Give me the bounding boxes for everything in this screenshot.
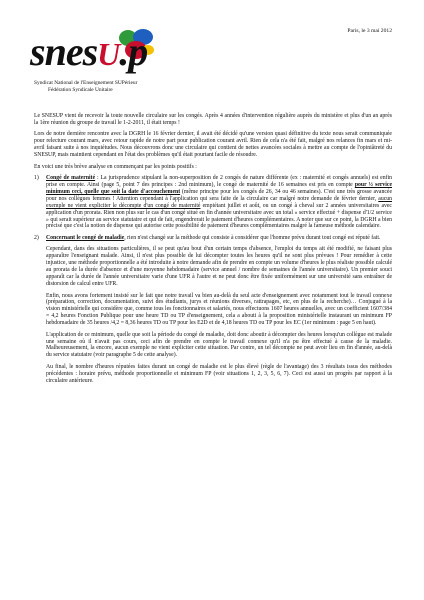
org-name: Syndicat National de l'Enseignement SUPérieur [34, 80, 138, 86]
paragraph-proportional-method: Cependant, dans des situations particulières, il se peut qu'au bout d'un certain temps d'absence, l'emploi du temps ait été modifié, ne faisant plus apparaître l'enseignant malade. Ainsi, il n'est plus possible de lui décompter toutes les heures qu'il ne sont plus prévues ! Pour remédier à cette injustice, une méthode proportionnelle a été introduite à notre demande afin de prendre en compte un volume d'heures le plus réaliste possible calculé au prorata de la durée d'absence et d'une moyenne hebdomadaire (service annuel / nombre de semaines de l'année universitaire). Un premier souci apparaît car la durée de l'année universitaire varie d'une UFR à l'autre et ne peut donc être fixée uniformément sur une université sans entraîner de distorsion de calcul entre UFR. [46, 246, 392, 287]
item-text [46, 235, 392, 242]
item-title: Concernant le congé de maladie [46, 234, 125, 241]
org-federation: Fédération Syndicale Unitaire [48, 87, 113, 93]
paragraph-minimum-fp: Enfin, nous avons fortement insisté sur le fait que notre travail va bien au-delà du seul acte d'enseignement avec notamment tout le travail connexe (préparation, correction, documentation, suivi des étudiants, jurys et réunions diverses, rattrapages, etc, en plus de la recherche)… Conjugué à la vision ministérielle qui considère que, comme tous les fonctionnaires et salariés, nous effectuons 1607 heures annuelles, avec un coefficient 1607/384 = 4,2 heures Fonction Publique pour une heure TD ou TP d'enseignement, cela a abouti à la proposition ministérielle instaurant un minimum FP hebdomadaire de 35 heures /4,2 = 8,36 heures TD ou TP pour les E2D et de 4,18 heures TD ou TP pour les EC (1er minimum : page 5 en haut). [46, 292, 392, 327]
item-emphasis: pour ½ service minimum ceci, quelle que soit la date d'accouchement [46, 182, 392, 195]
paragraph-intro: Le SNESUP vient de recevoir la toute nouvelle circulaire sur les congés. Après 4 années d'intervention régulière auprès du ministère et plus d'un an après la 1ère réunion du groupe de travail le 1-2-2011, il était temps ! [34, 113, 392, 126]
item-body-a: : La jurisprudence stipulant la non-superposition de 2 congés de nature différente (ex : maternité et congés annuels) est enfin prise en compte. Ainsi (page 5, point 7 des principes : 2nd minimum), le congé de maternité de 16 semaines est pris en compte [46, 175, 392, 189]
logo-wordmark: snesU.p [30, 29, 148, 74]
item-text [46, 175, 392, 230]
letter-date: Paris, le 3 mai 2012 [347, 28, 392, 34]
letter-body [34, 113, 392, 389]
item-title: Congé de maternité [46, 175, 96, 182]
snesup-logo [30, 28, 180, 74]
paragraph-analysis-intro: En voici une très brève analyse en commençant par les points positifs : [34, 163, 197, 170]
item-body-b: (même principe pour les congés de 26, 34 ou 46 semaines). C'est une très grosse avancée pour nos collègues femmes ! Attention cependant à l'application qui sera faite de la circulaire car malgré notre demande de février dernier, [46, 188, 392, 202]
item-number: 1) [34, 175, 39, 182]
paragraph-context: Lors de notre dernière rencontre avec la DGRH le 16 février dernier, il avait été décidé qu'une version quasi définitive du texte nous serait communiquée pour relecture courant mars, avec retour rapide de notre part pour publication courant avril. Rien de cela n'a été fait, malgré nos relances fin mars et mi-avril faisant suite à nos inquiétudes. Nous découvrons donc une circulaire qui contient de nettes avancées sociales à mettre au compte de l'opiniâtreté du SNESUP, mais maintient cependant en l'état des problèmes qu'il était pourtant facile de résoudre. [34, 131, 392, 159]
item-body-c: empiétant juillet et août, ou un congé à cheval sur 2 années universitaires avec application d'un prorata. Rien non plus sur le cas d'un congé situé en fin d'année universitaire avec un total « service effectué + dispense d'1/2 service » qui serait supérieur au service statutaire et qui de fait, engendrerait le paiement d'heures complémentaires. A noter que sur ce point, la DGRH a bien précisé que c'est la notion de dispense qui autorise cette possibilité de paiement d'heures complémentaires malgré la fameuse méthode calendaire. [46, 202, 392, 230]
item-body-a: , rien n'est changé sur la méthode qui consiste à considérer que l'homme prévu durant tout congé est réputé fait. [124, 234, 381, 241]
list-item-maternity [34, 175, 392, 230]
item-number: 2) [34, 234, 39, 241]
paragraph-conclusion: Au final, le nombre d'heures réputées faites durant un congé de maladie est le plus élevé (règle de l'avantage) des 3 résultats issus des méthodes précédentes : horaire prévu, méthode proportionnelle et minimum FP (voir situations 1, 2, 3, 5, 6, 7). Ceci est aussi un progrès par rapport à la circulaire antérieure. [46, 363, 392, 384]
paragraph-application: L'application de ce minimum, quelle que soit la période du congé de maladie, doit donc aboutir à décompter des heures lorsqu'un collègue est malade une semaine où il n'avait pas cours, ceci afin de prendre en compte le travail connexe qu'il n'a pu être effectué à cause de la maladie. Malheureusement, la encore, aucun exemple ne vient expliciter cette situation. Par contre, un tel décompte ne peut avoir lieu en fin d'année, au-delà du service statutaire (voir paragraphe 5 de cette analyse). [46, 331, 392, 359]
list-item-sick-leave [34, 235, 392, 242]
item-emphasis-2: aucun exemple ne vient expliciter le décompte d'un congé de maternité [46, 195, 392, 209]
